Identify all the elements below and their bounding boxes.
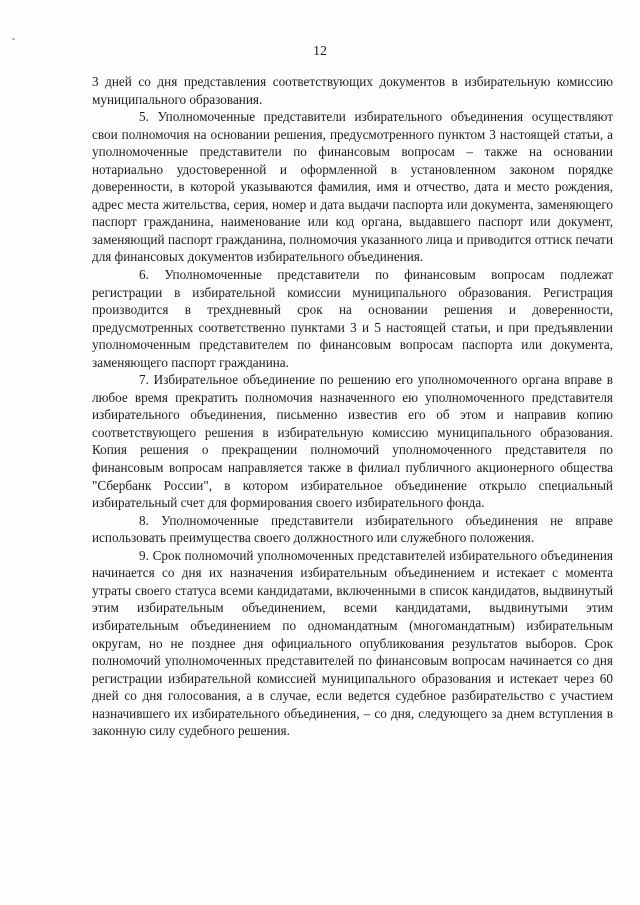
paragraph-item-5: 5. Уполномоченные представители избирательного объединения осуществляют свои полномочия на основании решения, предусмотренного пунктом 3 настоящей статьи, а уполномоченные представители по финансовым вопросам – также на основании нотариально удостоверенной и оформленной в установленном законом порядке доверенности, в которой указываются фамилия, имя и отчество, дата и место рождения, адрес места жительства, серия, номер и дата выдачи паспорта или документа, заменяющего паспорт гражданина, наименование или код органа, выдавшего паспорт или документ, заменяющий паспорт гражданина, полномочия указанного лица и приводится оттиск печати для финансовых документов избирательного объединения. <box>92 109 613 265</box>
document-body <box>92 73 613 740</box>
page-number: 12 <box>313 44 327 59</box>
paragraph-continuation: 3 дней со дня представления соответствующих документов в избирательную комиссию муниципального образования. <box>92 74 613 107</box>
scan-artifact <box>12 38 15 40</box>
paragraph-item-6: 6. Уполномоченные представители по финансовым вопросам подлежат регистрации в избирательной комиссии муниципального образования. Регистрация производится в трехдневный срок на основании решения и доверенности, предусмотренных соответственно пунктами 3 и 5 настоящей статьи, и при предъявлении уполномоченным представителем по финансовым вопросам паспорта или документа, заменяющего паспорт гражданина. <box>92 267 613 370</box>
paragraph-item-8: 8. Уполномоченные представители избирательного объединения не вправе использовать преимущества своего должностного или служебного положения. <box>92 512 613 546</box>
paragraph-item-9: 9. Срок полномочий уполномоченных представителей избирательного объединения начинается со дня их назначения избирательным объединением и истекает с момента утраты своего статуса всеми кандидатами, включенными в список кандидатов, выдвинутый этим избирательным объединением, всеми кандидатами, выдвинутыми этим избирательным объединением по одномандатным (многомандатным) избирательным округам, но не позднее дня официального опубликования результатов выборов. Срок полномочий уполномоченных представителей по финансовым вопросам начинается со дня регистрации избирательной комиссией муниципального образования и истекает через 60 дней со дня голосования, а в случае, если ведется судебное разбирательство с участием назначившего их избирательного объединения, – со дня, следующего за днем вступления в законную силу судебного решения. <box>92 547 613 739</box>
paragraph-item-7: 7. Избирательное объединение по решению его уполномоченного органа вправе в любое время прекратить полномочия назначенного ею уполномоченного представителя избирательного объединения, письменно известив его об этом и направив копию соответствующего решения в избирательную комиссию муниципального образования. Копия решения о прекращении полномочий уполномоченного представителя по финансовым вопросам направляется также в филиал публичного акционерного общества "Сбербанк России", в котором избирательное объединение открыло специальный избирательный счет для формирования своего избирательного фонда. <box>92 372 613 511</box>
